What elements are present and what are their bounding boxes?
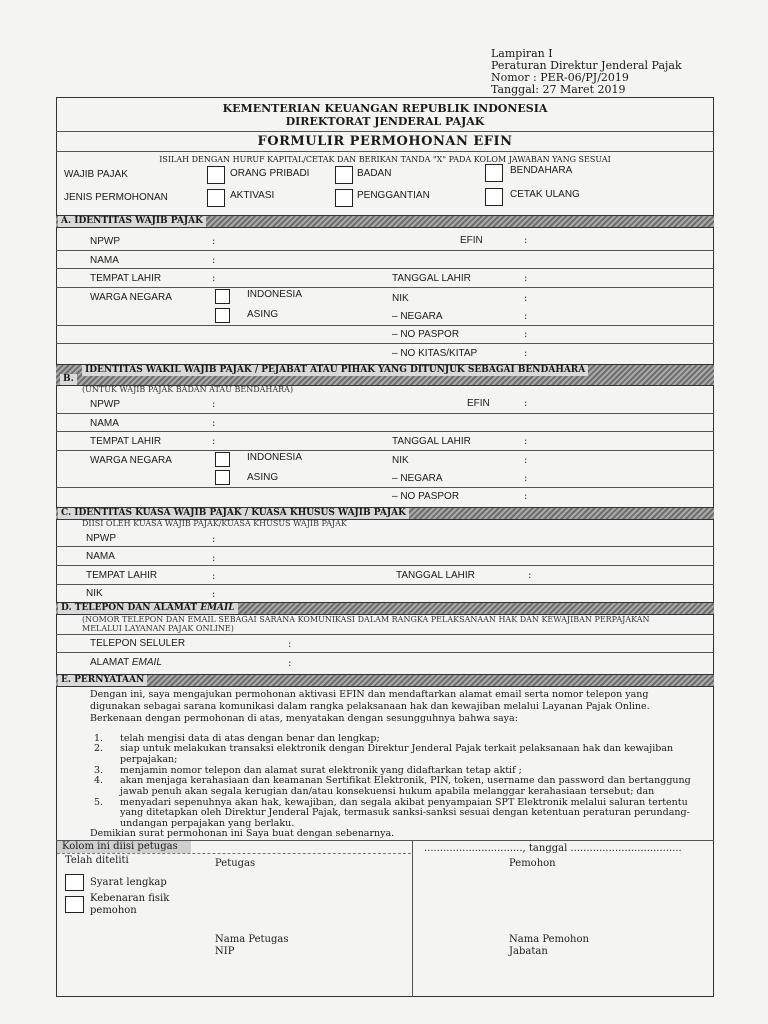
e-item-4-text-1: akan menjaga kerahasiaan dan keamanan Sertifikat Elektronik, PIN, token, username dan password dan bertanggung (120, 775, 691, 786)
d-telepon-colon: : (288, 639, 292, 650)
a-warga-negara-label: WARGA NEGARA (90, 292, 172, 303)
a-no-paspor-label: – NO PASPOR (392, 329, 460, 340)
b-nama-label: NAMA (90, 418, 119, 429)
d-row-line (56, 634, 714, 635)
a-nik-colon: : (524, 293, 528, 304)
lampiran-line1: Lampiran I (491, 47, 553, 60)
ministry-heading: KEMENTERIAN KEUANGAN REPUBLIK INDONESIA (222, 102, 548, 115)
e-intro-3: Berkenaan dengan permohonan di atas, menyatakan dengan sesungguhnya bahwa saya: (90, 713, 518, 724)
a-tanggal-lahir-label: TANGGAL LAHIR (392, 273, 471, 284)
e-item-3-text: menjamin nomor telepon dan alamat surat elektronik yang didaftarkan tetap aktif ; (120, 765, 522, 776)
badan-checkbox[interactable] (335, 166, 353, 184)
kebenaran-fisik-checkbox[interactable] (65, 896, 84, 913)
petugas-label: Petugas (215, 858, 256, 869)
a-negara-label: – NEGARA (392, 311, 443, 322)
a-no-paspor-colon: : (524, 329, 528, 340)
a-npwp-colon: : (212, 236, 216, 247)
a-asing-label: ASING (247, 309, 279, 320)
d-alamat-text: ALAMAT (90, 657, 132, 668)
e-item-2-text-1: siap untuk melakukan transaksi elektronik dengan Direktur Jenderal Pajak terkait pelaksanaan hak dan kewajiban (120, 743, 674, 754)
b-efin-label: EFIN (467, 398, 490, 409)
section-e-title: E. PERNYATAAN (58, 675, 147, 686)
b-npwp-colon: : (212, 399, 216, 410)
bendahara-label: BENDAHARA (510, 165, 573, 176)
a-tanggal-lahir-colon: : (524, 273, 528, 284)
a-tempat-lahir-colon: : (212, 273, 216, 284)
b-row-line (56, 413, 714, 414)
e-item-5-text-1: menyadari sepenuhnya akan hak, kewajiban, dan segala akibat penyampaian SPT Elektronik melalui saluran tertentu (120, 797, 688, 808)
kolom-petugas-divider (57, 853, 411, 854)
jenis-permohonan-label: JENIS PERMOHONAN (64, 192, 168, 203)
a-indonesia-label: INDONESIA (247, 289, 303, 300)
b-negara-label: – NEGARA (392, 473, 443, 484)
header-divider (56, 131, 714, 132)
a-efin-label: EFIN (460, 235, 483, 246)
a-no-kitas-colon: : (524, 348, 528, 359)
c-tanggal-lahir-colon: : (528, 570, 532, 581)
c-row-line (56, 565, 714, 566)
section-a-bar (56, 215, 714, 228)
section-d-subtitle-1: (NOMOR TELEPON DAN EMAIL SEBAGAI SARANA KOMUNIKASI DALAM RANGKA PELAKSANAAN HAK DAN KEWAJIBAN PERPAJAKAN (82, 615, 650, 624)
lampiran-line4: Tanggal: 27 Maret 2019 (491, 83, 626, 96)
title-divider (56, 151, 714, 152)
tanggal-line: ..............................., tanggal ................................... (424, 843, 682, 854)
b-tempat-lahir-colon: : (212, 436, 216, 447)
b-row-line (56, 431, 714, 432)
c-nik-label: NIK (86, 588, 103, 599)
b-asing-checkbox[interactable] (215, 470, 230, 485)
e-item-3-num: 3. (94, 765, 104, 776)
a-row-line (56, 250, 714, 251)
b-warga-negara-label: WARGA NEGARA (90, 455, 172, 466)
kebenaran-fisik-label-1: Kebenaran fisik (90, 893, 170, 904)
a-npwp-label: NPWP (90, 236, 120, 247)
nip-label: NIP (215, 946, 235, 957)
a-no-kitas-label: – NO KITAS/KITAP (392, 348, 478, 359)
section-d-subtitle-2: MELALUI LAYANAN PAJAK ONLINE) (82, 624, 234, 633)
c-npwp-colon: : (212, 534, 216, 545)
b-nama-colon: : (212, 418, 216, 429)
instruction-text: ISILAH DENGAN HURUF KAPITAL/CETAK DAN BERIKAN TANDA "X" PADA KOLOM JAWABAN YANG SESUAI (159, 155, 611, 164)
kebenaran-fisik-label-2: pemohon (90, 905, 137, 916)
c-tempat-lahir-colon: : (212, 571, 216, 582)
b-efin-colon: : (524, 398, 528, 409)
form-title: FORMULIR PERMOHONAN EFIN (257, 134, 513, 149)
d-alamat-email-colon: : (288, 658, 292, 669)
syarat-lengkap-checkbox[interactable] (65, 874, 84, 891)
wajib-pajak-label: WAJIB PAJAK (64, 169, 128, 180)
section-d-title (58, 603, 238, 614)
b-nik-label: NIK (392, 455, 409, 466)
e-item-5-text-3: undangan perpajakan yang berlaku. (120, 818, 295, 829)
b-row-line (56, 450, 714, 451)
b-npwp-label: NPWP (90, 399, 120, 410)
e-item-5-num: 5. (94, 797, 104, 808)
a-row-line (56, 268, 714, 269)
section-a-title: A. IDENTITAS WAJIB PAJAK (58, 216, 206, 227)
section-b-letter: B. (60, 374, 77, 385)
footer-divider (412, 840, 413, 997)
d-row-line (56, 652, 714, 653)
pemohon-label: Pemohon (509, 858, 556, 869)
penggantian-checkbox[interactable] (335, 189, 353, 207)
e-item-1-num: 1. (94, 733, 104, 744)
c-tanggal-lahir-label: TANGGAL LAHIR (396, 570, 475, 581)
a-negara-colon: : (524, 311, 528, 322)
c-row-line (56, 584, 714, 585)
telah-diteliti-label: Telah diteliti (65, 855, 129, 866)
lampiran-line2: Peraturan Direktur Jenderal Pajak (491, 59, 682, 72)
section-d-bar (56, 602, 714, 615)
b-no-paspor-label: – NO PASPOR (392, 491, 460, 502)
section-b-subtitle: (UNTUK WAJIB PAJAK BADAN ATAU BENDAHARA) (82, 385, 294, 394)
kolom-petugas-label: Kolom ini diisi petugas (62, 841, 178, 852)
syarat-lengkap-label: Syarat lengkap (90, 877, 167, 888)
b-nik-colon: : (524, 455, 528, 466)
a-indonesia-checkbox[interactable] (215, 289, 230, 304)
cetak-ulang-checkbox[interactable] (485, 188, 503, 206)
badan-label: BADAN (357, 168, 392, 179)
b-indonesia-checkbox[interactable] (215, 452, 230, 467)
c-row-line (56, 546, 714, 547)
e-intro-2: digunakan sebagai sarana komunikasi dalam rangka pelaksanaan hak dan kewajiban melalui Layanan Pajak Online. (90, 701, 650, 712)
b-asing-label: ASING (247, 472, 279, 483)
b-no-paspor-colon: : (524, 491, 528, 502)
a-nama-label: NAMA (90, 255, 119, 266)
b-tanggal-lahir-colon: : (524, 436, 528, 447)
a-row-line (56, 343, 714, 344)
a-row-line (56, 325, 714, 326)
b-indonesia-label: INDONESIA (247, 452, 303, 463)
a-row-line (56, 287, 714, 288)
lampiran-line3: Nomor : PER-06/PJ/2019 (491, 71, 629, 84)
bendahara-checkbox[interactable] (485, 164, 503, 182)
e-item-1-text: telah mengisi data di atas dengan benar dan lengkap; (120, 733, 380, 744)
section-d-title-email: EMAIL (200, 603, 235, 613)
section-c-subtitle: DIISI OLEH KUASA WAJIB PAJAK/KUASA KHUSUS WAJIB PAJAK (82, 519, 347, 528)
jabatan-label: Jabatan (509, 946, 548, 957)
section-b-title: IDENTITAS WAKIL WAJIB PAJAK / PEJABAT ATAU PIHAK YANG DITUNJUK SEBAGAI BENDAHARA (82, 365, 588, 376)
section-e-bar (56, 674, 714, 687)
a-asing-checkbox[interactable] (215, 308, 230, 323)
section-d-title-text: D. TELEPON DAN ALAMAT (61, 603, 201, 613)
c-nik-colon: : (212, 589, 216, 600)
penggantian-label: PENGGANTIAN (357, 190, 430, 201)
c-nama-colon: : (212, 553, 216, 564)
e-item-5-text-2: yang ditetapkan oleh Direktur Jenderal Pajak, termasuk sanksi-sanksi sesuai dengan ketentuan peraturan perundang- (120, 807, 690, 818)
c-tempat-lahir-label: TEMPAT LAHIR (86, 570, 158, 581)
orang-pribadi-label: ORANG PRIBADI (230, 168, 310, 179)
e-item-4-num: 4. (94, 775, 104, 786)
e-item-4-text-2: jawab penuh akan segala kerugian dan/atau konsekuensi hukum apabila melanggar kerahasiaan tersebut; dan (120, 786, 655, 797)
nama-petugas-label: Nama Petugas (215, 934, 289, 945)
section-c-title: C. IDENTITAS KUASA WAJIB PAJAK / KUASA KHUSUS WAJIB PAJAK (58, 508, 409, 519)
c-nama-label: NAMA (86, 551, 115, 562)
aktivasi-checkbox[interactable] (207, 189, 225, 207)
b-row-line (56, 487, 714, 488)
cetak-ulang-label: CETAK ULANG (510, 189, 580, 200)
section-b-bar (56, 364, 714, 386)
nama-pemohon-label: Nama Pemohon (509, 934, 589, 945)
e-closing: Demikian surat permohonan ini Saya buat dengan sebenarnya. (90, 828, 395, 839)
b-tempat-lahir-label: TEMPAT LAHIR (90, 436, 162, 447)
directorate-heading: DIREKTORAT JENDERAL PAJAK (285, 115, 485, 128)
b-tanggal-lahir-label: TANGGAL LAHIR (392, 436, 471, 447)
form-frame (56, 97, 714, 997)
a-tempat-lahir-label: TEMPAT LAHIR (90, 273, 162, 284)
c-npwp-label: NPWP (86, 533, 116, 544)
d-alamat-email-label (90, 657, 162, 668)
e-item-2-text-2: perpajakan; (120, 754, 178, 765)
d-telepon-label: TELEPON SELULER (90, 638, 186, 649)
e-intro-1: Dengan ini, saya mengajukan permohonan aktivasi EFIN dan mendaftarkan alamat email serta nomor telepon yang (90, 689, 649, 700)
a-nama-colon: : (212, 255, 216, 266)
e-item-2-num: 2. (94, 743, 104, 754)
b-negara-colon: : (524, 473, 528, 484)
d-alamat-email-text: EMAIL (131, 657, 162, 668)
a-efin-colon: : (524, 235, 528, 246)
aktivasi-label: AKTIVASI (230, 190, 275, 201)
a-nik-label: NIK (392, 293, 409, 304)
orang-pribadi-checkbox[interactable] (207, 166, 225, 184)
